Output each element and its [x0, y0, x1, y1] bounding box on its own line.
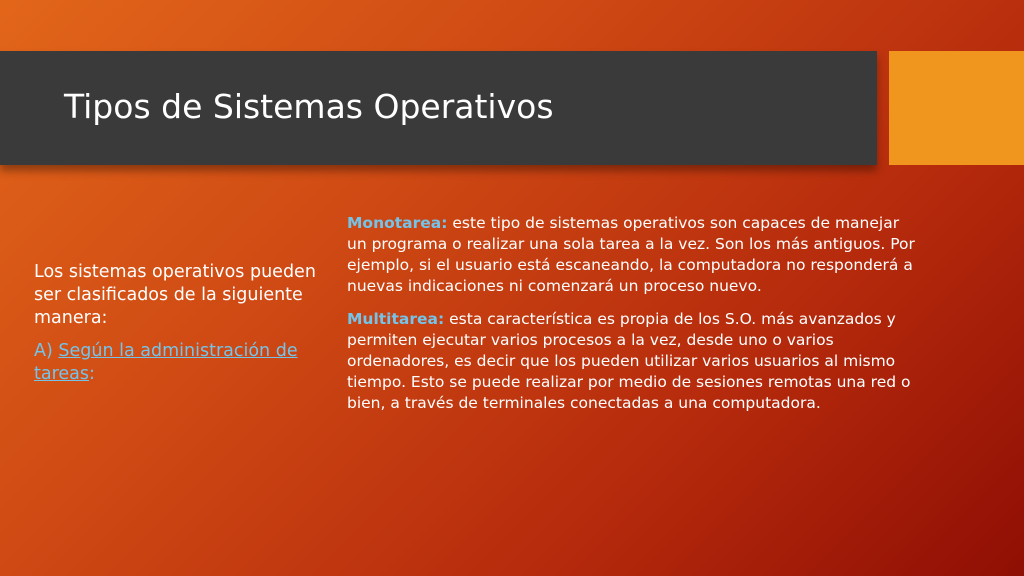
list-marker: A) [34, 341, 53, 361]
multitarea-paragraph [347, 309, 917, 414]
multitarea-text: esta característica es propia de los S.O. más avanzados y permiten ejecutar varios procesos a la vez, desde uno o varios ordenadores, es decir que los pueden utilizar varios usuarios al mismo tiempo. Esto se puede realizar por medio de sesiones remotas una red o bien, a través de terminales conectadas a una computadora. [347, 310, 911, 412]
monotarea-text: este tipo de sistemas operativos son capaces de manejar un programa o realizar una sola tarea a la vez. Son los más antiguos. Por ejemplo, si el usuario está escaneando, la computadora no responderá a nuevas indicaciones ni comenzará un proceso nuevo. [347, 214, 915, 295]
multitarea-term: Multitarea: [347, 310, 445, 328]
classification-link[interactable]: Según la administración de tareas [34, 341, 298, 384]
monotarea-term: Monotarea: [347, 214, 448, 232]
link-suffix: : [89, 364, 95, 384]
monotarea-paragraph [347, 213, 917, 297]
accent-square [889, 51, 1024, 165]
slide-title: Tipos de Sistemas Operativos [64, 87, 554, 126]
intro-text: Los sistemas operativos pueden ser clasificados de la siguiente manera: [34, 262, 316, 328]
right-column [347, 213, 917, 414]
list-item-a [34, 340, 339, 386]
left-column [34, 261, 339, 386]
